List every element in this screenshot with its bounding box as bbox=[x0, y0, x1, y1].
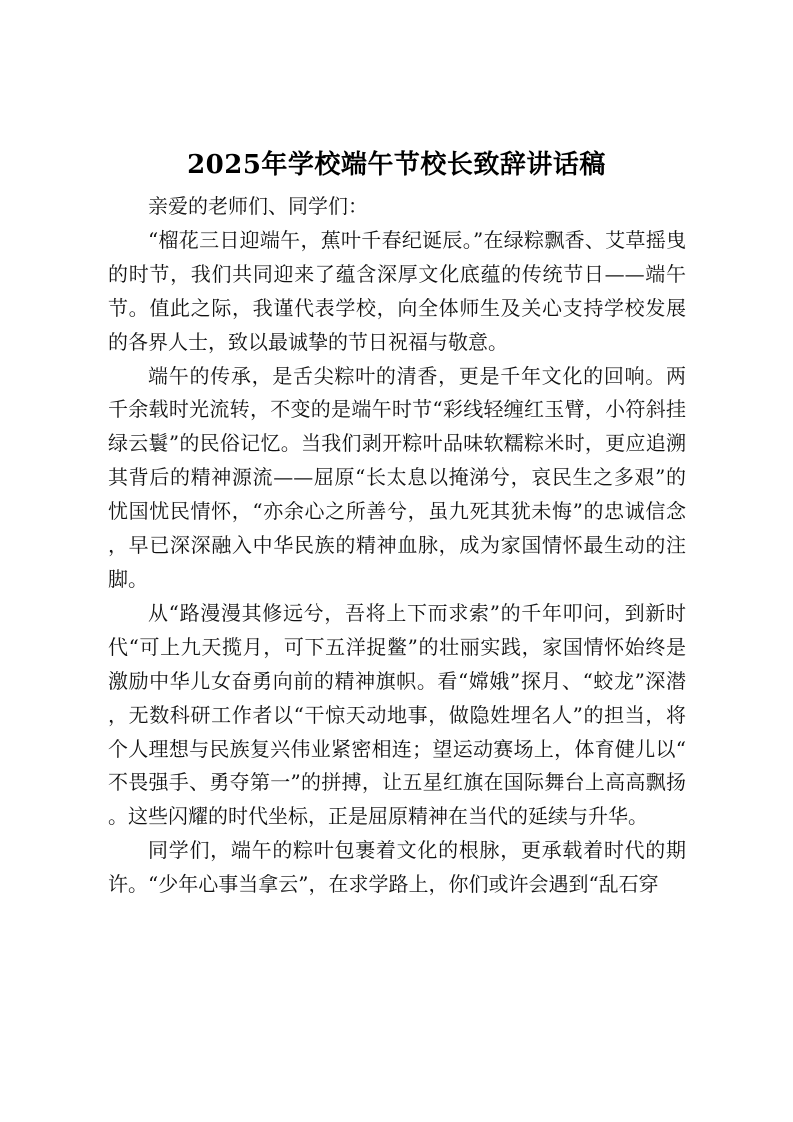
body-paragraph: 同学们，端午的粽叶包裹着文化的根脉，更承载着时代的期许。“少年心事当拿云”，在求学路上，你们或许会遇到“乱石穿 bbox=[108, 838, 686, 897]
body-paragraph: 从“路漫漫其修远兮，吾将上下而求索”的千年叩问，到新时代“可上九天揽月，可下五洋捉鳖”的壮丽实践，家国情怀始终是激励中华儿女奋勇向前的精神旗帜。看“嫦娥”探月、“蛟龙”深潜，无数科研工作者以“干惊天动地事，做隐姓埋名人”的担当，将个人理想与民族复兴伟业紧密相连；望运动赛场上，体育健儿以“不畏强手、勇夺第一”的拼搏，让五星红旗在国际舞台上高高飘扬。这些闪耀的时代坐标，正是屈原精神在当代的延续与升华。 bbox=[108, 600, 686, 829]
body-paragraph: 端午的传承，是舌尖粽叶的清香，更是千年文化的回响。两千余载时光流转，不变的是端午时节“彩线轻缠红玉臂，小符斜挂绿云鬟”的民俗记忆。当我们剥开粽叶品味软糯粽米时，更应追溯其背后的精神源流——屈原“长太息以掩涕兮，哀民生之多艰”的忧国忧民情怀，“亦余心之所善兮，虽九死其犹未悔”的忠诚信念，早已深深融入中华民族的精神血脉，成为家国情怀最生动的注脚。 bbox=[108, 363, 686, 591]
document-title: 2025年学校端午节校长致辞讲话稿 bbox=[187, 150, 606, 180]
greeting-paragraph: 亲爱的老师们、同学们： bbox=[148, 194, 368, 218]
body-paragraph: “榴花三日迎端午，蕉叶千春纪诞辰。”在绿粽飘香、艾草摇曳的时节，我们共同迎来了蕴含深厚文化底蕴的传统节日——端午节。值此之际，我谨代表学校，向全体师生及关心支持学校发展的各界人士，致以最诚挚的节日祝福与敬意。 bbox=[108, 227, 686, 354]
document-body bbox=[108, 190, 686, 902]
